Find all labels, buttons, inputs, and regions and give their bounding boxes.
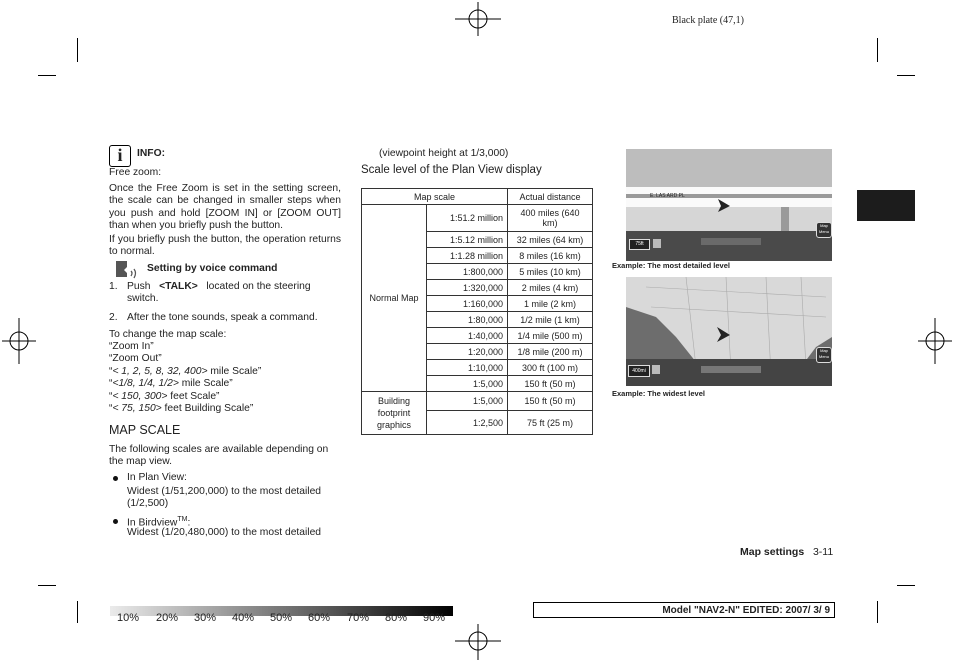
model-box: Model "NAV2-N" EDITED: 2007/ 3/ 9 [533,602,835,618]
mile-rest: mile Scale” [207,366,262,377]
table-cell: 1 mile (2 km) [508,296,593,312]
table-cell: 1:40,000 [427,328,508,344]
table-cell: 1:5,000 [427,376,508,392]
plan-label: In Plan View: [127,472,187,483]
feet-command [109,391,220,403]
quote-open: “ [109,403,113,414]
step1-post: located on the steering switch. [127,281,311,305]
registration-target-top [453,2,503,36]
map2-compass-icon [652,365,660,374]
col-header-scale: Map scale [362,189,508,205]
feet-values: < 150, 300> [112,391,168,402]
step1-number: 1. [109,281,118,292]
gradient-label: 20% [156,612,179,624]
fraction-mile-command [109,378,233,390]
fraction-rest: mile Scale” [178,378,233,389]
step1-pre: Push [127,281,151,292]
free-zoom-text: Once the Free Zoom is set in the setting screen, the scale can be changed in smaller steps when you push and hold [ZOOM IN] or [ZOOM OUT] than when you briefly push the button. [109,183,341,232]
table-cell: 400 miles (640 km) [508,205,593,232]
voice-command-icon [114,259,140,279]
gradient-label: 70% [347,612,370,624]
table-cell: 1/8 mile (200 m) [508,344,593,360]
registration-target-left [2,316,36,366]
section-name: Map settings [740,546,805,558]
gradient-label: 10% [117,612,140,624]
table-cell: 1:800,000 [427,264,508,280]
table-cell: 5 miles (10 km) [508,264,593,280]
free-zoom-label: Free zoom: [109,167,162,178]
table-cell: 150 ft (50 m) [508,392,593,411]
table-cell: 1:20,000 [427,344,508,360]
footer-section [740,546,833,558]
quote-open: “ [109,378,113,389]
change-label: To change the map scale: [109,329,227,340]
map2-menu-button: Map Menu [816,347,832,363]
building-feet-command [109,403,253,415]
mile-values: < 1, 2, 5, 8, 32, 400> [112,366,208,377]
map2-scale-indicator: 400mi [628,365,650,377]
widest-map-image [626,277,832,386]
table-cell: 1/2 mile (1 km) [508,312,593,328]
page-number: 3-11 [812,546,834,558]
info-icon: i [109,145,131,167]
col-header-distance: Actual distance [508,189,593,205]
table-cell: 1:2,500 [427,411,508,435]
building-rest: feet Building Scale” [161,403,254,414]
svg-text:E. LAS ARD PL: E. LAS ARD PL [650,193,685,199]
map1-scale-indicator: 75ft [629,239,650,250]
normal-map-label: Normal Map [362,205,427,392]
zoom-in-command: “Zoom In” [109,341,154,352]
gradient-label: 30% [194,612,217,624]
building-values: < 75, 150> [112,403,162,414]
building-label: Building footprint graphics [362,392,427,435]
table-cell: 300 ft (100 m) [508,360,593,376]
table-cell: 1:10,000 [427,360,508,376]
caption-detailed: Example: The most detailed level [612,261,730,270]
bird-text: In Birdview [127,517,178,529]
table-cell: 1:160,000 [427,296,508,312]
table-cell: 1:80,000 [427,312,508,328]
plan-text: Widest (1/51,200,000) to the most detailed (1/2,500) [127,486,322,510]
table-cell: 1:5.12 million [427,232,508,248]
table-cell: 150 ft (50 m) [508,376,593,392]
step1-text [127,281,341,306]
caption-widest: Example: The widest level [612,389,705,398]
table-cell: 1:320,000 [427,280,508,296]
map2-street-bar [701,366,761,373]
gradient-label: 60% [308,612,331,624]
quote-open: “ [109,391,113,402]
bird-colon: : [187,517,191,529]
table-cell: 1/4 mile (500 m) [508,328,593,344]
zoom-out-command: “Zoom Out” [109,353,162,364]
detailed-map-image [626,149,832,261]
table-cell: 1:51.2 million [427,205,508,232]
bullet-bird [113,519,118,524]
quote-open: “ [109,366,113,377]
table-cell: 32 miles (64 km) [508,232,593,248]
registration-target-bottom [453,624,503,660]
bullet-plan [113,476,118,481]
bird-detail: Widest (1/20,480,000) to the most detailed [127,527,322,538]
chapter-tab [857,190,915,221]
table-cell: 1:1.28 million [427,248,508,264]
map1-street-bar [701,238,761,245]
step2-text: After the tone sounds, speak a command. [127,312,318,323]
section-intro: The following scales are available depending on the map view. [109,444,329,468]
viewpoint-note: (viewpoint height at 1/3,000) [379,148,509,159]
table-cell: 8 miles (16 km) [508,248,593,264]
plate-label: Black plate (47,1) [672,15,744,26]
map1-compass-icon [653,239,661,248]
map1-menu-button: Map Menu [816,222,832,238]
voice-title: Setting by voice command [147,263,278,274]
mile-scale-command [109,366,261,378]
step2-number: 2. [109,312,118,323]
registration-target-right [918,316,952,366]
table-title: Scale level of the Plan View display [361,164,542,176]
table-cell: 2 miles (4 km) [508,280,593,296]
table-cell: 75 ft (25 m) [508,411,593,435]
gradient-label: 40% [232,612,255,624]
brief-text: If you briefly push the button, the operation returns to normal. [109,234,341,258]
feet-rest: feet Scale” [167,391,220,402]
gradient-label: 50% [270,612,293,624]
info-title: INFO: [137,148,166,159]
gradient-label: 80% [385,612,408,624]
section-title: MAP SCALE [109,423,181,437]
scale-table [361,188,593,435]
trademark: TM [177,516,188,523]
table-cell: 1:5,000 [427,392,508,411]
gradient-label: 90% [423,612,446,624]
fraction-values: <1/8, 1/4, 1/2> [112,378,179,389]
talk-key: <TALK> [159,281,198,292]
